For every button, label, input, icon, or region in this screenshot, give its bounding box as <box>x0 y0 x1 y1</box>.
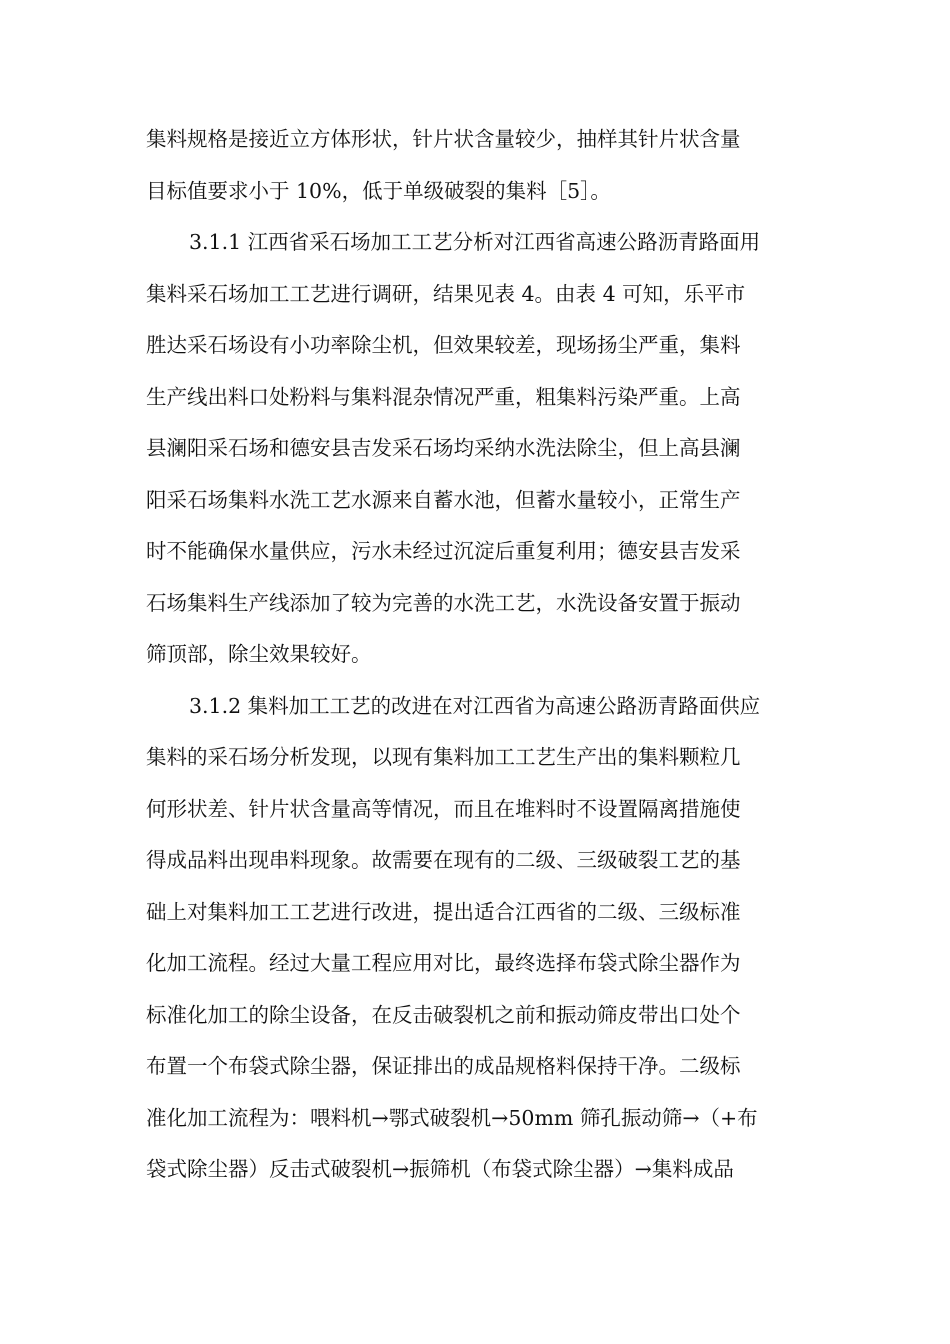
text-line: 袋式除尘器）反击式破裂机→振筛机（布袋式除尘器）→集料成品 <box>146 1157 734 1181</box>
text-line: 时不能确保水量供应，污水未经过沉淀后重复利用；德安县吉发采 <box>146 539 741 563</box>
text-line: 胜达采石场设有小功率除尘机，但效果较差，现场扬尘严重，集料 <box>146 333 741 357</box>
text-line: 县澜阳采石场和德安县吉发采石场均采纳水洗法除尘，但上高县澜 <box>146 436 741 460</box>
text-line: 布置一个布袋式除尘器，保证排出的成品规格料保持干净。二级标 <box>146 1054 741 1078</box>
text-line: 础上对集料加工工艺进行改进，提出适合江西省的二级、三级标准 <box>146 899 741 924</box>
text-line: 何形状差、针片状含量高等情况，而且在堆料时不设置隔离措施使 <box>146 796 741 821</box>
text-line: 化加工流程。经过大量工程应用对比，最终选择布袋式除尘器作为 <box>146 951 741 975</box>
text-line: 目标值要求小于 10%，低于单级破裂的集料［5］。 <box>146 178 611 203</box>
text-line: 标准化加工的除尘设备，在反击破裂机之前和振动筛皮带出口处个 <box>146 1002 741 1027</box>
text-line: 集料规格是接近立方体形状，针片状含量较少，抽样其针片状含量 <box>146 127 741 151</box>
text-line: 3.1.2 集料加工工艺的改进在对江西省为高速公路沥青路面供应 <box>189 693 761 718</box>
paragraph-intro-continuation <box>146 114 806 217</box>
text-line: 3.1.1 江西省采石场加工工艺分析对江西省高速公路沥青路面用 <box>189 230 761 254</box>
document-body <box>146 114 806 1196</box>
text-line: 生产线出料口处粉料与集料混杂情况严重，粗集料污染严重。上高 <box>146 384 741 409</box>
text-line: 集料采石场加工工艺进行调研，结果见表 4。由表 4 可知，乐平市 <box>146 281 746 306</box>
text-line: 得成品料出现串料现象。故需要在现有的二级、三级破裂工艺的基 <box>146 848 741 872</box>
paragraph-3-1-2 <box>146 681 806 1196</box>
text-line: 筛顶部，除尘效果较好。 <box>146 642 372 666</box>
text-line: 集料的采石场分析发现，以现有集料加工工艺生产出的集料颗粒几 <box>146 745 741 769</box>
text-line: 石场集料生产线添加了较为完善的水洗工艺，水洗设备安置于振动 <box>146 590 741 615</box>
text-line: 准化加工流程为：喂料机→鄂式破裂机→50mm 筛孔振动筛→（+布 <box>146 1105 758 1130</box>
paragraph-3-1-1 <box>146 217 806 681</box>
text-line: 阳采石场集料水洗工艺水源来自蓄水池，但蓄水量较小，正常生产 <box>146 487 741 512</box>
